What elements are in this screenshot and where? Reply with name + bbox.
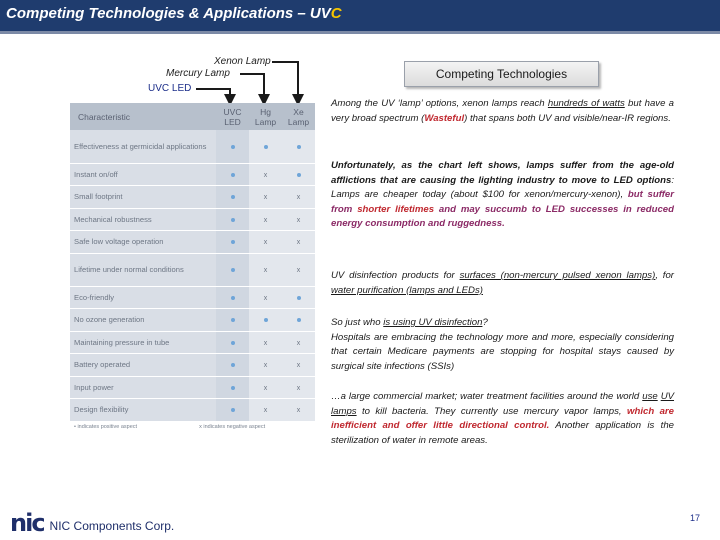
legend-positive: • indicates positive aspect — [74, 423, 138, 430]
positive-dot-icon — [231, 218, 235, 222]
hg-cell — [249, 354, 282, 377]
negative-x: x — [263, 362, 268, 370]
positive-dot-icon — [231, 173, 235, 177]
hg-cell — [249, 309, 282, 332]
negative-x: x — [296, 384, 301, 392]
xe-cell — [282, 208, 315, 231]
row-label: Eco-friendly — [70, 286, 216, 309]
positive-dot-icon — [231, 195, 235, 199]
header-uvc: UVC LED — [216, 103, 249, 130]
table-row — [70, 354, 315, 377]
row-label: Mechanical robustness — [70, 208, 216, 231]
paragraph-4: So just who is using UV disinfection? Hospitals are embracing the technology more and more, especially considering that certain Medicare payments are stopping for hospital stays caused by surgical site infections (SSIs) — [331, 317, 674, 372]
paragraph-2: Unfortunately, as the chart left shows, lamps suffer from the age-old afflictions that are causing the lighting industry to move to LED options: Lamps are cheaper today (about $100 for xenon/mercury-xenon), but suffer from shorter lifetimes and may succumb to LED successes in reduced energy consumption and ruggedness. — [331, 160, 674, 230]
positive-dot-icon — [231, 296, 235, 300]
logo-mark: nic — [10, 509, 44, 537]
company-name: NIC Components Corp. — [49, 519, 175, 533]
row-label: Battery operated — [70, 354, 216, 377]
row-label: Lifetime under normal conditions — [70, 253, 216, 286]
negative-x: x — [263, 216, 268, 224]
xe-cell — [282, 376, 315, 399]
hg-cell — [249, 231, 282, 254]
row-label: Instant on/off — [70, 163, 216, 186]
negative-x: x — [296, 216, 301, 224]
hg-cell — [249, 130, 282, 163]
header-characteristic: Characteristic — [70, 103, 216, 130]
table-row — [70, 130, 315, 163]
negative-x: x — [263, 267, 268, 274]
xe-cell — [282, 331, 315, 354]
negative-x: x — [296, 267, 301, 274]
positive-dot-icon — [231, 145, 235, 149]
xe-cell — [282, 286, 315, 309]
uvc-cell — [216, 163, 249, 186]
xe-cell — [282, 253, 315, 286]
table-row — [70, 186, 315, 209]
row-label: Input power — [70, 376, 216, 399]
row-label: Small footprint — [70, 186, 216, 209]
mercury-lamp-callout: Mercury Lamp — [166, 68, 230, 79]
negative-x: x — [263, 239, 268, 247]
xe-cell — [282, 354, 315, 377]
hg-cell — [249, 208, 282, 231]
header-hg: Hg Lamp — [249, 103, 282, 130]
hg-cell — [249, 331, 282, 354]
legend-negative: x indicates negative aspect — [199, 423, 266, 430]
paragraph-1: Among the UV ‘lamp’ options, xenon lamps reach hundreds of watts but have a very broad spectrum (Wasteful) that spans both UV and visible/near-IR regions. — [331, 98, 674, 124]
row-label: Safe low voltage operation — [70, 231, 216, 254]
row-label: Maintaining pressure in tube — [70, 331, 216, 354]
positive-dot-icon — [231, 268, 235, 272]
xe-cell — [282, 186, 315, 209]
competing-technologies-box: Competing Technologies — [404, 61, 599, 87]
row-label: Effectiveness at germicidal applications — [70, 130, 216, 163]
uvc-cell — [216, 130, 249, 163]
positive-dot-icon — [297, 296, 301, 300]
header-xe: Xe Lamp — [282, 103, 315, 130]
hg-cell — [249, 253, 282, 286]
row-label: Design flexibility — [70, 399, 216, 422]
positive-dot-icon — [297, 173, 301, 177]
positive-dot-icon — [231, 341, 235, 345]
negative-x: x — [296, 239, 301, 247]
page-number: 17 — [690, 513, 701, 523]
slide-title: Competing Technologies & Applications – UVC — [6, 5, 342, 22]
xe-cell — [282, 399, 315, 422]
table-row — [70, 286, 315, 309]
positive-dot-icon — [264, 145, 268, 149]
xe-cell — [282, 163, 315, 186]
negative-x: x — [263, 339, 268, 347]
uvc-cell — [216, 186, 249, 209]
row-label: No ozone generation — [70, 309, 216, 332]
negative-x: x — [296, 362, 301, 370]
nic-logo — [10, 509, 174, 537]
xe-cell — [282, 130, 315, 163]
table-row — [70, 331, 315, 354]
uvc-cell — [216, 399, 249, 422]
positive-dot-icon — [297, 318, 301, 322]
comparison-table — [70, 103, 315, 430]
uvc-cell — [216, 208, 249, 231]
uvc-led-callout: UVC LED — [148, 83, 192, 94]
hg-cell — [249, 163, 282, 186]
positive-dot-icon — [231, 240, 235, 244]
table-row — [70, 376, 315, 399]
hg-cell — [249, 286, 282, 309]
negative-x: x — [263, 407, 268, 415]
hg-cell — [249, 186, 282, 209]
table-row — [70, 208, 315, 231]
paragraph-3: UV disinfection products for surfaces (non-mercury pulsed xenon lamps), for water purification (lamps and LEDs) — [331, 270, 674, 296]
negative-x: x — [263, 194, 268, 202]
negative-x: x — [296, 407, 301, 415]
uvc-cell — [216, 253, 249, 286]
table-row — [70, 231, 315, 254]
positive-dot-icon — [231, 386, 235, 390]
positive-dot-icon — [231, 363, 235, 367]
xe-cell — [282, 309, 315, 332]
hg-cell — [249, 399, 282, 422]
xenon-lamp-callout: Xenon Lamp — [214, 56, 271, 67]
table-row — [70, 163, 315, 186]
negative-x: x — [296, 339, 301, 347]
table-legend — [70, 424, 315, 430]
positive-dot-icon — [264, 318, 268, 322]
uvc-cell — [216, 354, 249, 377]
negative-x: x — [296, 194, 301, 202]
hg-cell — [249, 376, 282, 399]
negative-x: x — [263, 384, 268, 392]
paragraph-5: …a large commercial market; water treatment facilities around the world use UV lamps to kill bacteria. They currently use mercury vapor lamps, which are inefficient and offer little directional control. Another application is the sterilization of water in remote areas. — [331, 391, 675, 446]
table-row — [70, 309, 315, 332]
uvc-cell — [216, 231, 249, 254]
uvc-cell — [216, 309, 249, 332]
uvc-cell — [216, 286, 249, 309]
xe-cell — [282, 231, 315, 254]
uvc-cell — [216, 376, 249, 399]
negative-x: x — [263, 171, 268, 179]
table-row — [70, 253, 315, 286]
positive-dot-icon — [231, 318, 235, 322]
negative-x: x — [263, 294, 268, 302]
positive-dot-icon — [231, 408, 235, 412]
table-row — [70, 399, 315, 422]
uvc-cell — [216, 331, 249, 354]
positive-dot-icon — [297, 145, 301, 149]
